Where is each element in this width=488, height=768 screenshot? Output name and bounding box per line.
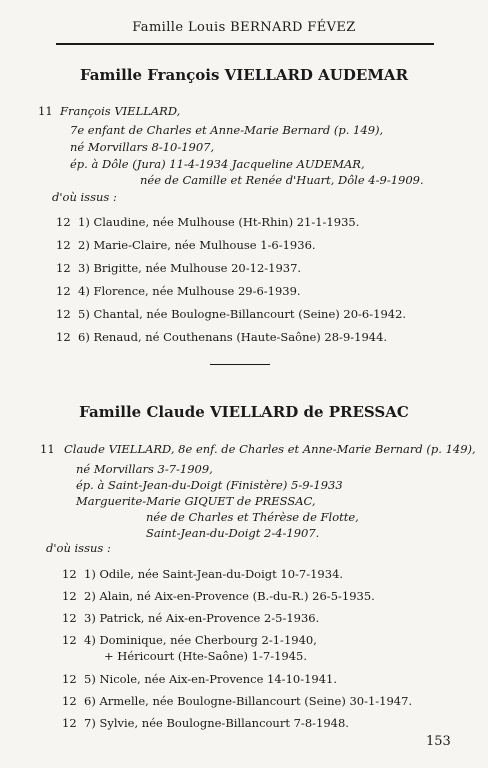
- detail-line: 7e enfant de Charles et Anne-Marie Bernard (p. 149),: [70, 123, 384, 137]
- child-generation: 12: [56, 284, 71, 298]
- section-separator: [210, 364, 270, 365]
- child-generation: 12: [56, 238, 71, 252]
- child-generation: 12: [62, 633, 77, 647]
- child-generation: 12: [62, 589, 77, 603]
- child-entry: 4) Dominique, née Cherbourg 2-1-1940,: [84, 633, 317, 647]
- issue-label: d'où issus :: [46, 541, 111, 555]
- person-name: Claude VIELLARD, 8e enf. de Charles et Anne-Marie Bernard (p. 149),: [64, 442, 476, 456]
- child-entry: 6) Armelle, née Boulogne-Billancourt (Seine) 30-1-1947.: [84, 694, 413, 708]
- child-entry: 1) Claudine, née Mulhouse (Ht-Rhin) 21-1-1935.: [78, 215, 360, 229]
- child-generation: 12: [56, 307, 71, 321]
- detail-line: ép. à Saint-Jean-du-Doigt (Finistère) 5-9-1933: [76, 478, 343, 492]
- detail-line: née de Camille et Renée d'Huart, Dôle 4-9-1909.: [140, 173, 424, 187]
- detail-line: Saint-Jean-du-Doigt 2-4-1907.: [146, 526, 320, 540]
- generation-number: 11: [40, 442, 55, 456]
- child-entry: 3) Brigitte, née Mulhouse 20-12-1937.: [78, 261, 302, 275]
- detail-line: né Morvillars 3-7-1909,: [76, 462, 213, 476]
- detail-line: ép. à Dôle (Jura) 11-4-1934 Jacqueline AUDEMAR,: [70, 157, 365, 171]
- child-entry: 3) Patrick, né Aix-en-Provence 2-5-1936.: [84, 611, 320, 625]
- person-name: François VIELLARD,: [60, 104, 181, 118]
- page-number: 153: [426, 734, 451, 749]
- child-entry: 5) Nicole, née Aix-en-Provence 14-10-1941.: [84, 672, 338, 686]
- section-title-francois: Famille François VIELLARD AUDEMAR: [79, 66, 409, 84]
- child-generation: 12: [56, 261, 71, 275]
- running-head: Famille Louis BERNARD FÉVEZ: [132, 20, 356, 35]
- child-entry: 7) Sylvie, née Boulogne-Billancourt 7-8-1948.: [84, 716, 349, 730]
- child-entry: 6) Renaud, né Couthenans (Haute-Saône) 28-9-1944.: [78, 330, 388, 344]
- child-entry: 5) Chantal, née Boulogne-Billancourt (Seine) 20-6-1942.: [78, 307, 407, 321]
- child-generation: 12: [62, 567, 77, 581]
- child-entry: 4) Florence, née Mulhouse 29-6-1939.: [78, 284, 301, 298]
- child-entry-continuation: + Héricourt (Hte-Saône) 1-7-1945.: [104, 649, 308, 663]
- child-generation: 12: [56, 330, 71, 344]
- child-generation: 12: [62, 694, 77, 708]
- detail-line: Marguerite-Marie GIQUET de PRESSAC,: [76, 494, 316, 508]
- child-entry: 2) Alain, né Aix-en-Provence (B.-du-R.) 26-5-1935.: [84, 589, 375, 603]
- detail-line: né Morvillars 8-10-1907,: [70, 140, 215, 154]
- section-title-claude: Famille Claude VIELLARD de PRESSAC: [79, 403, 409, 421]
- child-generation: 12: [56, 215, 71, 229]
- issue-label: d'où issus :: [52, 190, 117, 204]
- child-entry: 2) Marie-Claire, née Mulhouse 1-6-1936.: [78, 238, 316, 252]
- child-generation: 12: [62, 611, 77, 625]
- child-generation: 12: [62, 716, 77, 730]
- generation-number: 11: [38, 104, 53, 118]
- child-generation: 12: [62, 672, 77, 686]
- header-rule: [56, 43, 434, 45]
- detail-line: née de Charles et Thérèse de Flotte,: [146, 510, 359, 524]
- child-entry: 1) Odile, née Saint-Jean-du-Doigt 10-7-1934.: [84, 567, 344, 581]
